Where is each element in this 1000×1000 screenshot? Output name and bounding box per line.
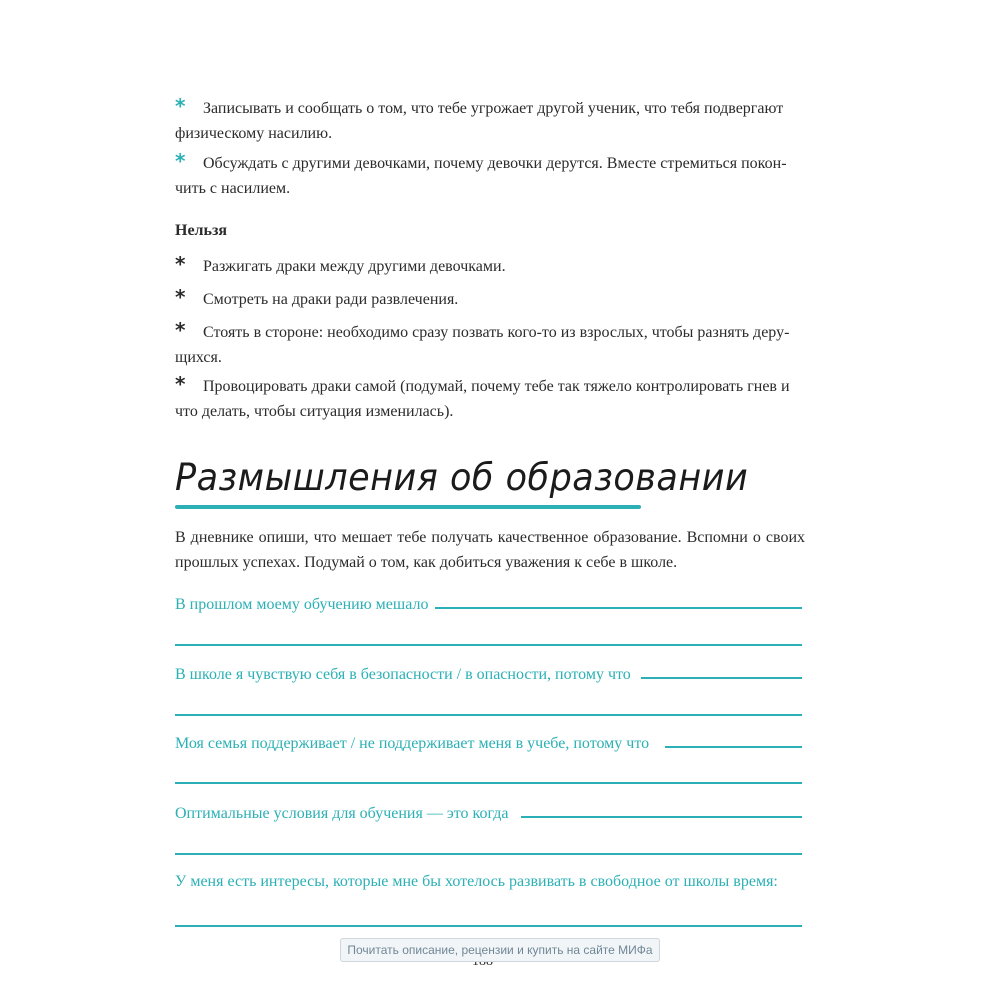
journal-prompt: Моя семья поддерживает / не поддерживает меня в учебе, потому что xyxy=(175,735,650,752)
fill-in-line xyxy=(175,644,802,646)
journal-prompt: Оптимальные условия для обучения — это когда xyxy=(175,805,509,822)
list-item-text: Смотреть на драки ради развлечения. xyxy=(203,291,459,308)
teal-star-bullet-icon: * xyxy=(175,94,186,118)
fill-in-line xyxy=(665,746,802,748)
fill-in-line xyxy=(435,607,802,609)
list-item xyxy=(175,254,805,279)
fill-in-line xyxy=(175,925,802,927)
list-item xyxy=(175,320,805,370)
intro-paragraph: В дневнике опиши, что мешает тебе получать качественное образование. Вспомни о своих прошлых успехах. Подумай о том, как добиться уважения к себе в школе. xyxy=(175,529,805,571)
list-item xyxy=(175,374,805,424)
list-item-text: Записывать и сообщать о том, что тебе угрожает другой ученик, что тебя подвергают xyxy=(203,100,784,117)
fill-in-line xyxy=(175,782,802,784)
list-item-text-continued: физическому насилию. xyxy=(175,125,333,142)
store-link-banner[interactable]: Почитать описание, рецензии и купить на сайте МИФа xyxy=(340,938,660,962)
journal-prompt: У меня есть интересы, которые мне бы хотелось развивать в свободное от школы время: xyxy=(175,873,778,890)
star-bullet-icon: * xyxy=(175,285,186,309)
list-item-text: Стоять в стороне: необходимо сразу позвать кого-то из взрослых, чтобы разнять деру- xyxy=(203,324,790,341)
star-bullet-icon: * xyxy=(175,252,186,276)
list-item-text: Провоцировать драки самой (подумай, почему тебе так тяжело контролировать гнев и xyxy=(203,378,790,395)
fill-in-line xyxy=(175,714,802,716)
journal-prompt: В прошлом моему обучению мешало xyxy=(175,596,429,613)
star-bullet-icon: * xyxy=(175,318,186,342)
dont-heading: Нельзя xyxy=(175,222,228,239)
list-item-text-continued: что делать, чтобы ситуация изменилась). xyxy=(175,403,454,420)
list-item xyxy=(175,287,805,312)
list-item xyxy=(175,151,805,201)
list-item xyxy=(175,96,805,146)
teal-star-bullet-icon: * xyxy=(175,149,186,173)
list-item-text-continued: щихся. xyxy=(175,349,222,366)
fill-in-line xyxy=(641,677,802,679)
section-title: Размышления об образовании xyxy=(175,456,749,500)
star-bullet-icon: * xyxy=(175,372,186,396)
journal-prompt: В школе я чувствую себя в безопасности / в опасности, потому что xyxy=(175,666,631,683)
title-underline xyxy=(175,505,641,509)
fill-in-line xyxy=(175,853,802,855)
list-item-text: Обсуждать с другими девочками, почему девочки дерутся. Вместе стремиться покон- xyxy=(203,155,787,172)
list-item-text-continued: чить с насилием. xyxy=(175,180,291,197)
list-item-text: Разжигать драки между другими девочками. xyxy=(203,258,506,275)
fill-in-line xyxy=(521,816,802,818)
